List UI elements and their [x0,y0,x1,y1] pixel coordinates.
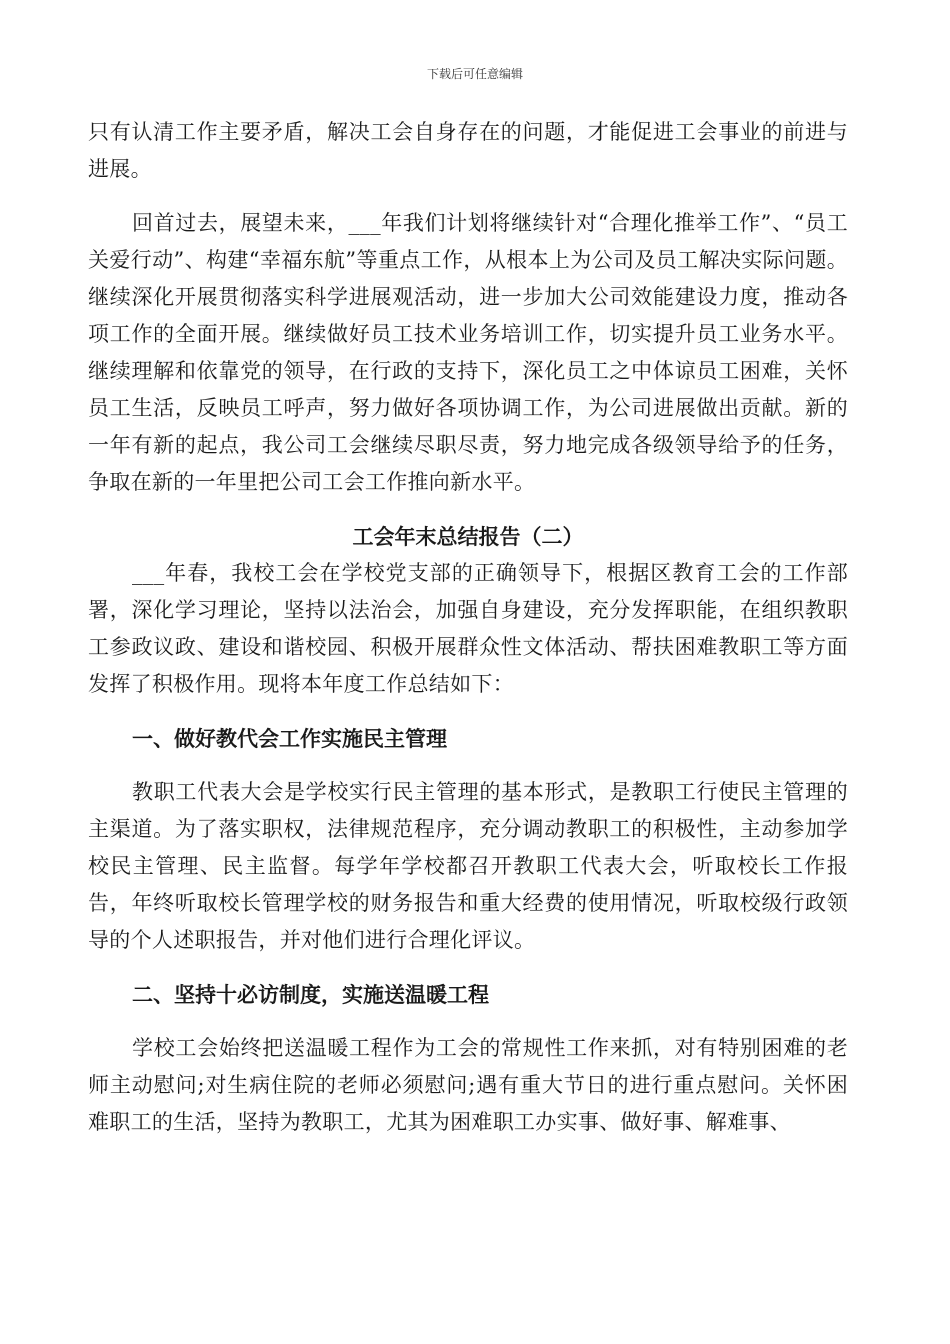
page-header-note: 下载后可任意编辑 [426,67,523,81]
document-body [88,114,848,1141]
section-heading-1: 一、做好教代会工作实施民主管理 [132,726,447,751]
document-title: 工会年末总结报告（二） [352,524,584,549]
paragraph-continuation: 只有认清工作主要矛盾，解决工会自身存在的问题，才能促进工会事业的前进与进展。 [88,120,848,181]
paragraph-outlook: 回首过去，展望未来，___年我们计划将继续针对“合理化推举工作”、“员工关爱行动”、构建“幸福东航”等重点工作，从根本上为公司及员工解决实际问题。继续深化开展贯彻落实科学进展观活动，进一步加大公司效能建设力度，推动各项工作的全面开展。继续做好员工技术业务培训工作，切实提升员工业务水平。继续理解和依靠党的领导，在行政的支持下，深化员工之中体谅员工困难，关怀员工生活，反映员工呼声，努力做好各项协调工作，为公司进展做出贡献。新的一年有新的起点，我公司工会继续尽职尽责，努力地完成各级领导给予的任务，争取在新的一年里把公司工会工作推向新水平。 [88,211,848,494]
paragraph-intro: ___年春，我校工会在学校党支部的正确领导下，根据区教育工会的工作部署，深化学习理论，坚持以法治会，加强自身建设，充分发挥职能，在组织教职工参政议政、建设和谐校园、积极开展群众性文体活动、帮扶困难教职工等方面发挥了积极作用。现将本年度工作总结如下： [88,561,848,696]
paragraph-section-1: 教职工代表大会是学校实行民主管理的基本形式，是教职工行使民主管理的主渠道。为了落实职权，法律规范程序，充分调动教职工的积极性，主动参加学校民主管理、民主监督。每学年学校都召开教职工代表大会，听取校长工作报告，年终听取校长管理学校的财务报告和重大经费的使用情况，听取校级行政领导的个人述职报告，并对他们进行合理化评议。 [88,780,848,952]
paragraph-section-2: 学校工会始终把送温暖工程作为工会的常规性工作来抓，对有特别困难的老师主动慰问;对生病住院的老师必须慰问;遇有重大节日的进行重点慰问。关怀困难职工的生活，坚持为教职工，尤其为困难职工办实事、做好事、解难事、 [88,1036,848,1134]
section-heading-2: 二、坚持十必访制度，实施送温暖工程 [132,982,489,1007]
